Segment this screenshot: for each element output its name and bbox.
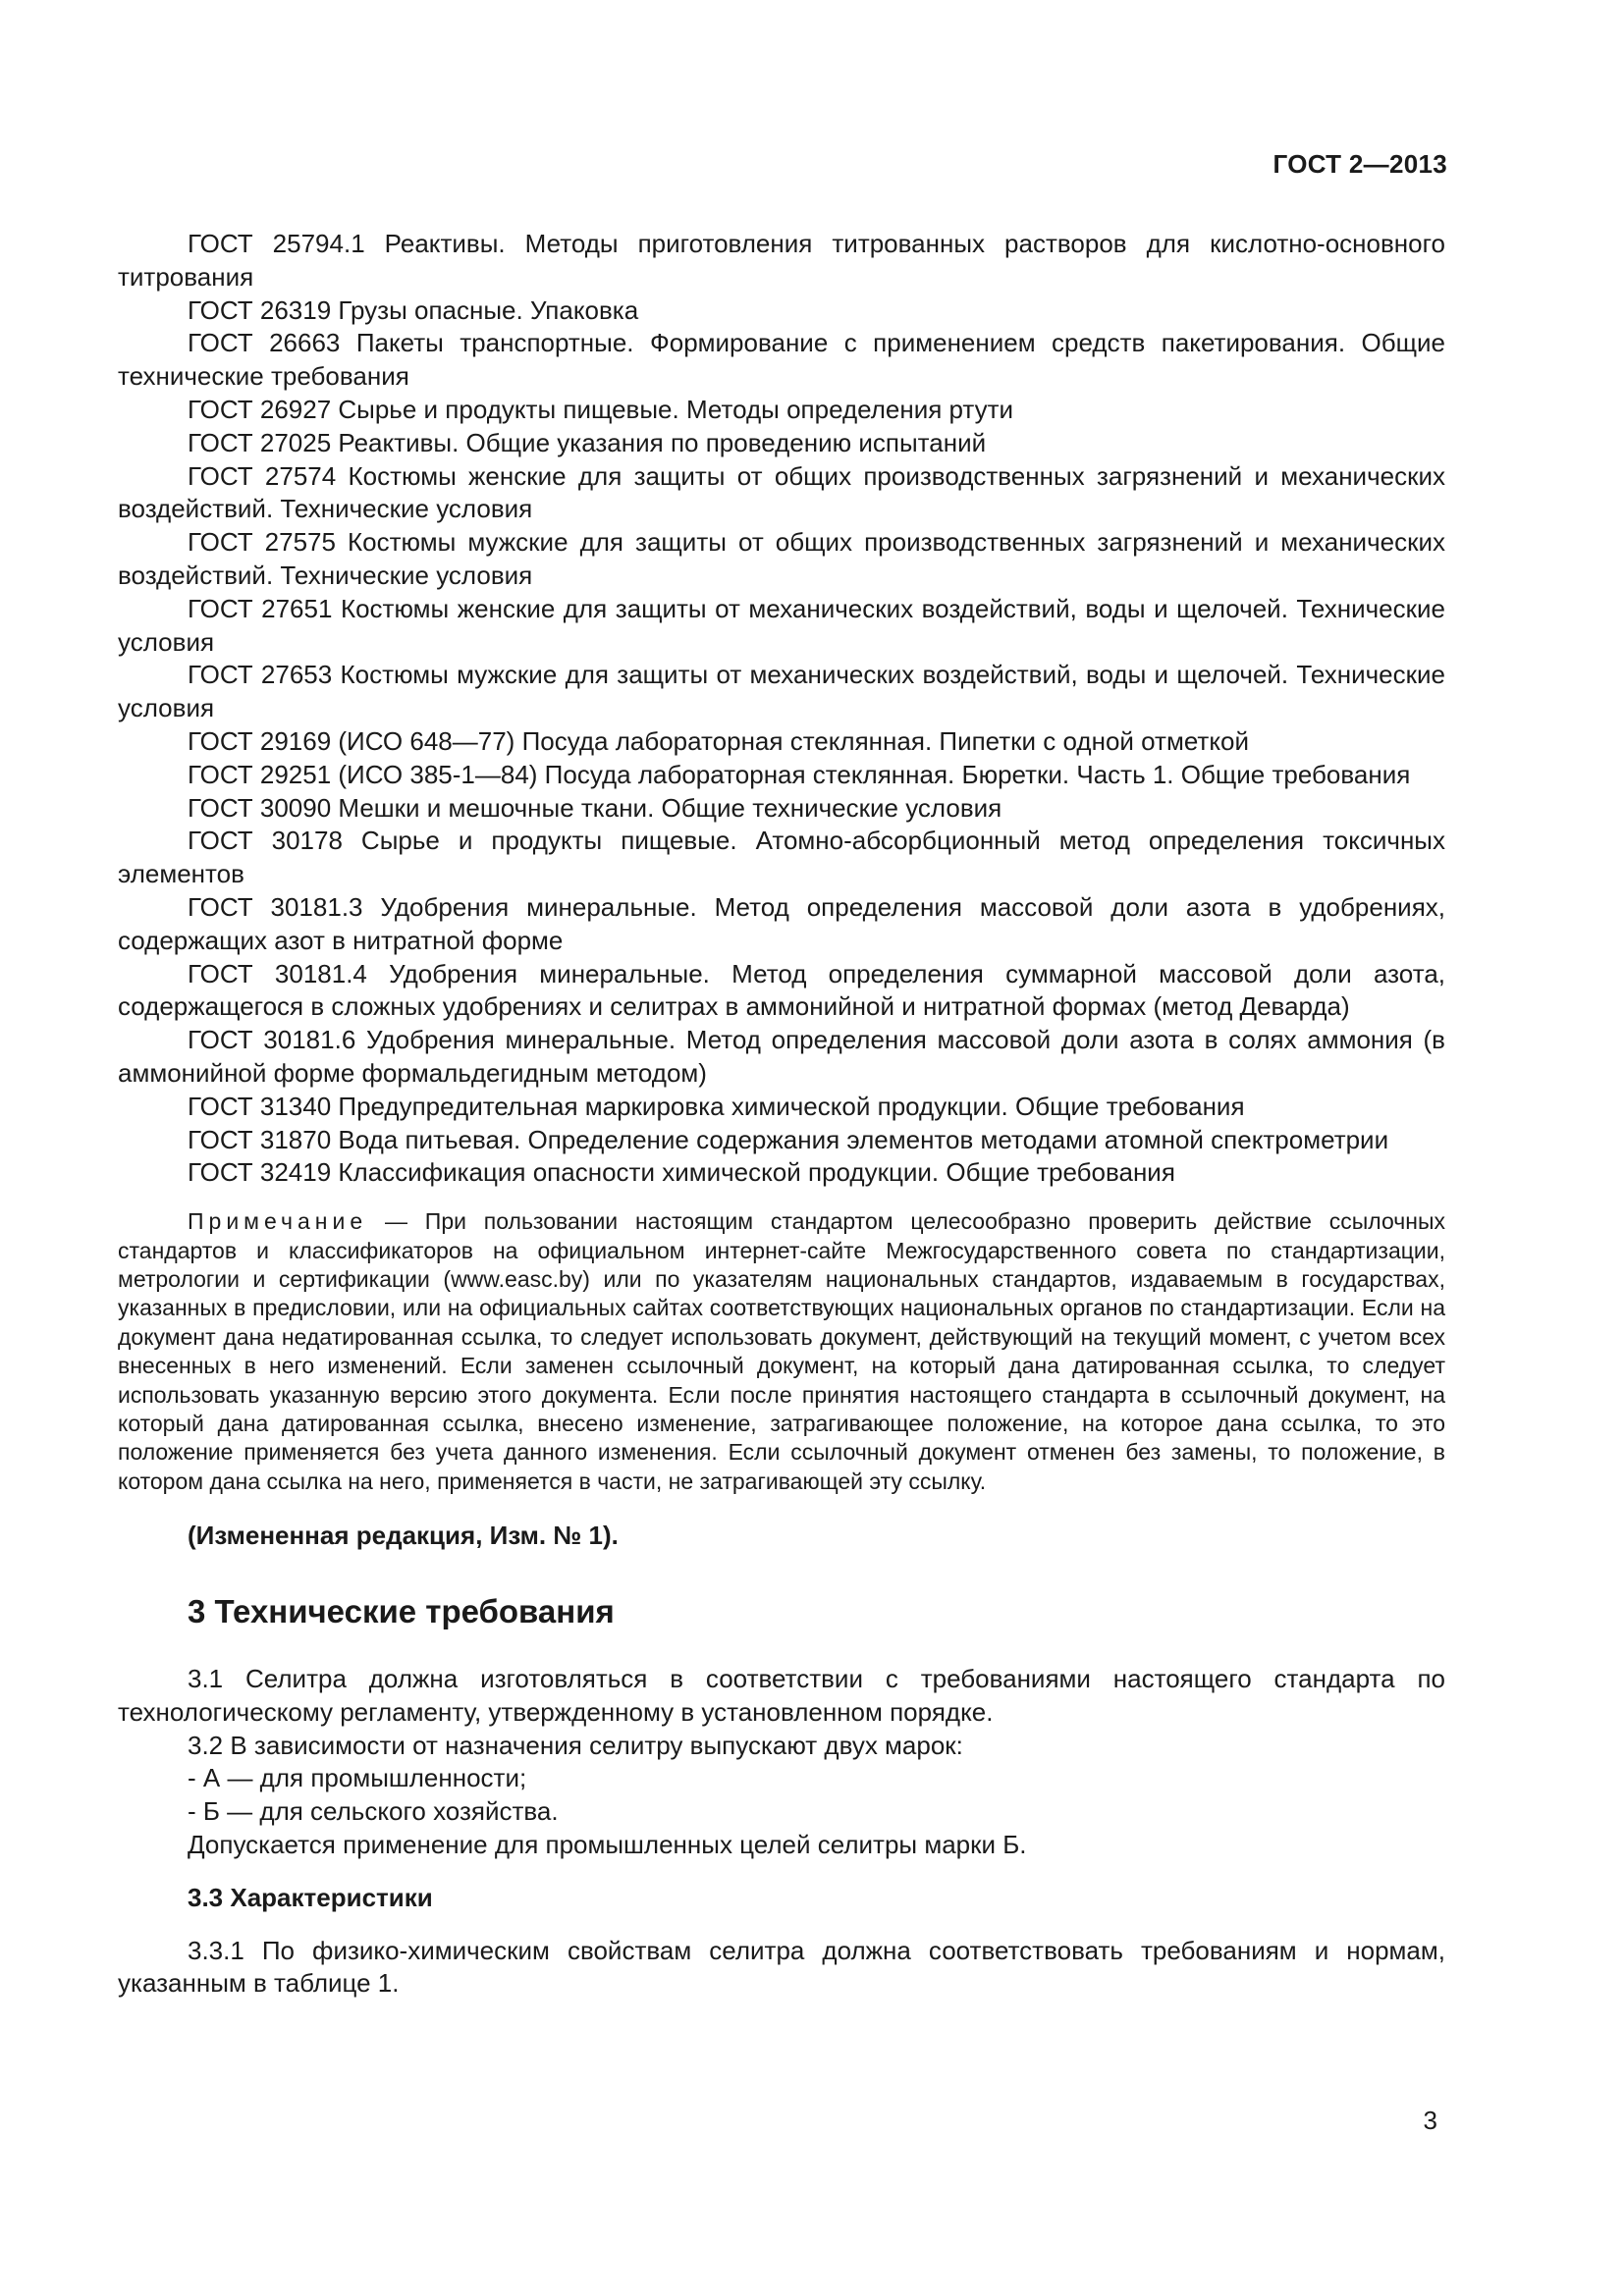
reference-item: ГОСТ 26927 Сырье и продукты пищевые. Методы определения ртути — [188, 394, 1014, 424]
list-item: - А — для промышленности; — [188, 1763, 527, 1793]
reference-item: ГОСТ 29251 (ИСО 385-1—84) Посуда лабораторная стеклянная. Бюретки. Часть 1. Общие требования — [188, 759, 1411, 789]
reference-item: ГОСТ 27574 Костюмы женские для защиты от общих производственных загрязнений и механических воздействий. Технические условия — [118, 460, 1445, 524]
references-list — [118, 228, 1445, 1190]
page-number: 3 — [1423, 2106, 1437, 2135]
reference-item: ГОСТ 26319 Грузы опасные. Упаковка — [188, 294, 639, 325]
reference-item: ГОСТ 31340 Предупредительная маркировка химической продукции. Общие требования — [188, 1091, 1245, 1121]
section-title: 3 Технические требования — [188, 1592, 615, 1629]
edition-note: (Измененная редакция, Изм. № 1). — [188, 1521, 619, 1551]
note-text: — При пользовании настоящим стандартом целесообразно проверить действие ссылочных стандартов и классификаторов на официальном интернет-сайте Межгосударственного совета по стандартизации, метрологии и сертификации (www.easc.by) или по указателям национальных стандартов, издаваемым в государствах, указанных в предисловии, или на официальных сайтах соответствующих национальных органов по стандартизации. Если на документ дана недатированная ссылка, то следует использовать документ, действующий на текущий момент, с учетом всех внесенных в него изменений. Если заменен ссылочный документ, на который дана датированная ссылка, то следует использовать указанную версию этого документа. Если после принятия настоящего стандарта в ссылочный документ, на который дана датированная ссылка, внесено изменение, затрагивающее положение, на которое дана ссылка, то это положение применяется без учета данного изменения. Если ссылочный документ отменен без замены, то положение, в котором дана ссылка на него, применяется в части, не затрагивающей эту ссылку. — [118, 1208, 1445, 1494]
reference-item: ГОСТ 30181.3 Удобрения минеральные. Метод определения массовой доли азота в удобрениях, содержащих азот в нитратной форме — [118, 891, 1445, 955]
reference-item: ГОСТ 30181.6 Удобрения минеральные. Метод определения массовой доли азота в солях аммония (в аммонийной форме формальдегидным методом) — [118, 1025, 1445, 1088]
note-label: Примечание — [188, 1208, 368, 1235]
references-note — [118, 1207, 1445, 1496]
reference-item: ГОСТ 30178 Сырье и продукты пищевые. Атомно-абсорбционный метод определения токсичных элементов — [118, 826, 1445, 889]
reference-item: ГОСТ 26663 Пакеты транспортные. Формирование с применением средств пакетирования. Общие технические требования — [118, 328, 1445, 392]
reference-item: ГОСТ 27575 Костюмы мужские для защиты от общих производственных загрязнений и механических воздействий. Технические условия — [118, 527, 1445, 590]
reference-item: ГОСТ 30090 Мешки и мешочные ткани. Общие технические условия — [188, 792, 1002, 823]
reference-item: ГОСТ 30181.4 Удобрения минеральные. Метод определения суммарной массовой доли азота, содержащегося в сложных удобрениях и селитрах в аммонийной и нитратной формах (метод Деварда) — [118, 958, 1445, 1022]
page-content — [118, 228, 1445, 2001]
reference-item: ГОСТ 32419 Классификация опасности химической продукции. Общие требования — [188, 1157, 1175, 1188]
subsection-title: 3.3 Характеристики — [188, 1882, 433, 1912]
reference-item: ГОСТ 27025 Реактивы. Общие указания по проведению испытаний — [188, 427, 987, 457]
list-item: - Б — для сельского хозяйства. — [188, 1796, 559, 1827]
reference-item: ГОСТ 27651 Костюмы женские для защиты от механических воздействий, воды и щелочей. Технические условия — [118, 593, 1445, 657]
reference-item: ГОСТ 31870 Вода питьевая. Определение содержания элементов методами атомной спектрометрии — [188, 1124, 1389, 1154]
paragraph-3-3-1: 3.3.1 По физико-химическим свойствам селитра должна соответствовать требованиям и нормам, указанным в таблице 1. — [118, 1935, 1445, 1999]
reference-item: ГОСТ 25794.1 Реактивы. Методы приготовления титрованных растворов для кислотно-основного титрования — [118, 229, 1445, 292]
reference-item: ГОСТ 29169 (ИСО 648—77) Посуда лабораторная стеклянная. Пипетки с одной отметкой — [188, 725, 1249, 756]
document-code-header: ГОСТ 2—2013 — [1272, 149, 1447, 179]
paragraph-3-1: 3.1 Селитра должна изготовляться в соответствии с требованиями настоящего стандарта по технологическому регламенту, утвержденному в установленном порядке. — [118, 1663, 1445, 1727]
reference-item: ГОСТ 27653 Костюмы мужские для защиты от механических воздействий, воды и щелочей. Технические условия — [118, 660, 1445, 723]
paragraph-3-2: 3.2 В зависимости от назначения селитру выпускают двух марок: — [188, 1730, 963, 1760]
paragraph-3-2-tail: Допускается применение для промышленных целей селитры марки Б. — [188, 1829, 1027, 1859]
